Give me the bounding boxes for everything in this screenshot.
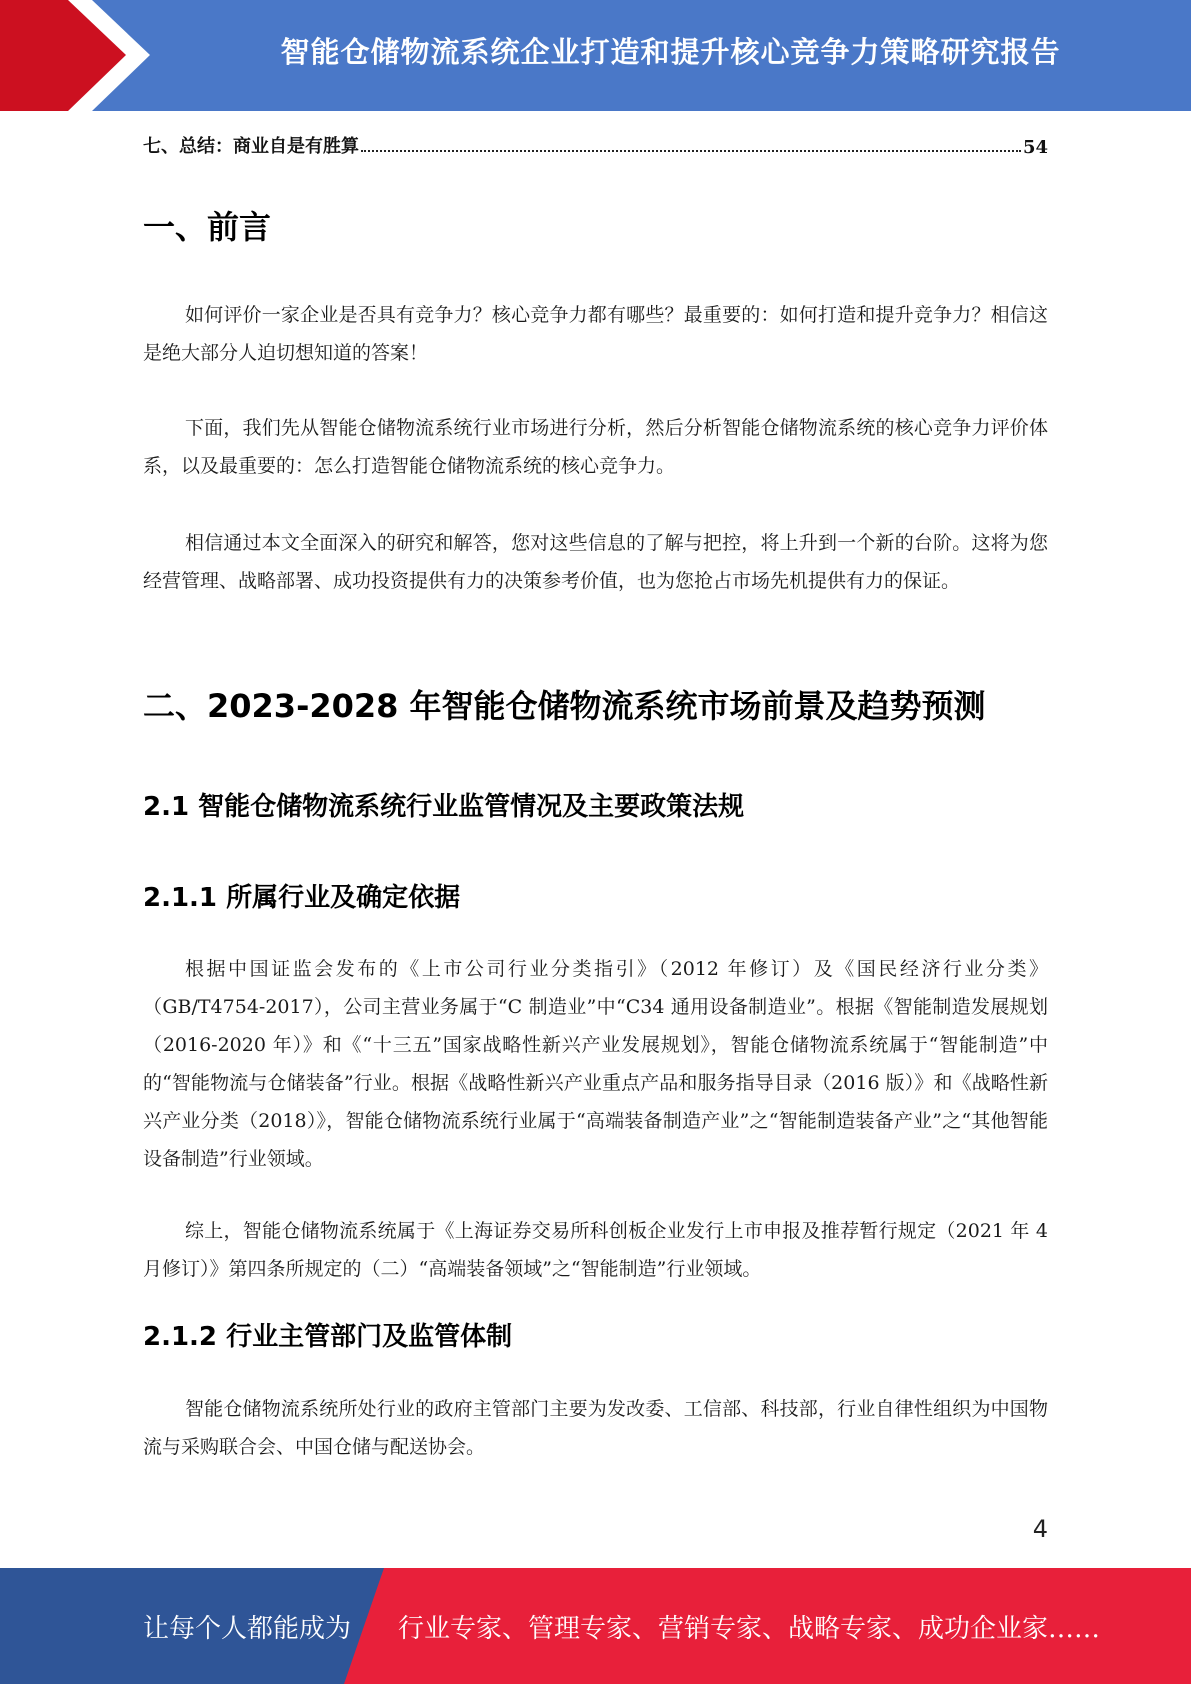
- regulatory-paragraph-1: 智能仓储物流系统所处行业的政府主管部门主要为发改委、工信部、科技部，行业自律性组织为中国物流与采购联合会、中国仓储与配送协会。: [143, 1398, 1048, 1458]
- section-1-heading: 一、前言: [143, 208, 272, 246]
- industry-basis-paragraph-1: 根据中国证监会发布的《上市公司行业分类指引》（2012 年修订）及《国民经济行业分类》（GB/T4754-2017），公司主营业务属于“C 制造业”中“C34 通用设备制造业”。根据《智能制造发展规划（2016-2020 年）》和《“十三五”国家战略性新兴产业发展规划》，智能仓储物流系统属于“智能制造”中的“智能物流与仓储装备”行业。根据《战略性新兴产业重点产品和服务指导目录（2016 版）》和《战略性新兴产业分类（2018）》，智能仓储物流系统行业属于“高端装备制造产业”之“智能制造装备产业”之“其他智能设备制造”行业领域。: [143, 958, 1048, 1170]
- section-2-1-1-heading: 2.1.1 所属行业及确定依据: [143, 883, 461, 913]
- industry-basis-paragraph-2: 综上，智能仓储物流系统属于《上海证券交易所科创板企业发行上市申报及推荐暂行规定（2021 年 4 月修订）》第四条所规定的（二）“高端装备领域”之“智能制造”行业领域。: [143, 1220, 1048, 1280]
- toc-leader-dots: [361, 150, 1021, 152]
- footer-slogan-right: 行业专家、管理专家、营销专家、战略专家、成功企业家……: [398, 1613, 1101, 1644]
- section-2-1-heading: 2.1 智能仓储物流系统行业监管情况及主要政策法规: [143, 792, 745, 822]
- page-number: 4: [1032, 1515, 1048, 1543]
- intro-paragraph-1: 如何评价一家企业是否具有竞争力？核心竞争力都有哪些？最重要的：如何打造和提升竞争力？相信这是绝大部分人迫切想知道的答案！: [143, 304, 1048, 364]
- intro-paragraph-2: 下面，我们先从智能仓储物流系统行业市场进行分析，然后分析智能仓储物流系统的核心竞争力评价体系，以及最重要的：怎么打造智能仓储物流系统的核心竞争力。: [143, 417, 1048, 477]
- intro-paragraph-3: 相信通过本文全面深入的研究和解答，您对这些信息的了解与把控，将上升到一个新的台阶。这将为您经营管理、战略部署、成功投资提供有力的决策参考价值，也为您抢占市场先机提供有力的保证。: [143, 532, 1048, 592]
- footer-slogan-left: 让每个人都能成为: [143, 1613, 352, 1644]
- toc-entry[interactable]: [143, 128, 1048, 158]
- section-2-heading: 二、2023-2028 年智能仓储物流系统市场前景及趋势预测: [143, 687, 986, 725]
- page-header: [0, 0, 1191, 111]
- toc-page-number: 54: [1022, 137, 1048, 158]
- section-2-1-2-heading: 2.1.2 行业主管部门及监管体制: [143, 1322, 513, 1352]
- page-footer: [0, 1568, 1191, 1684]
- toc-entry-label: 七、总结：商业自是有胜算: [143, 136, 359, 157]
- header-title: 智能仓储物流系统企业打造和提升核心竞争力策略研究报告: [280, 34, 1061, 69]
